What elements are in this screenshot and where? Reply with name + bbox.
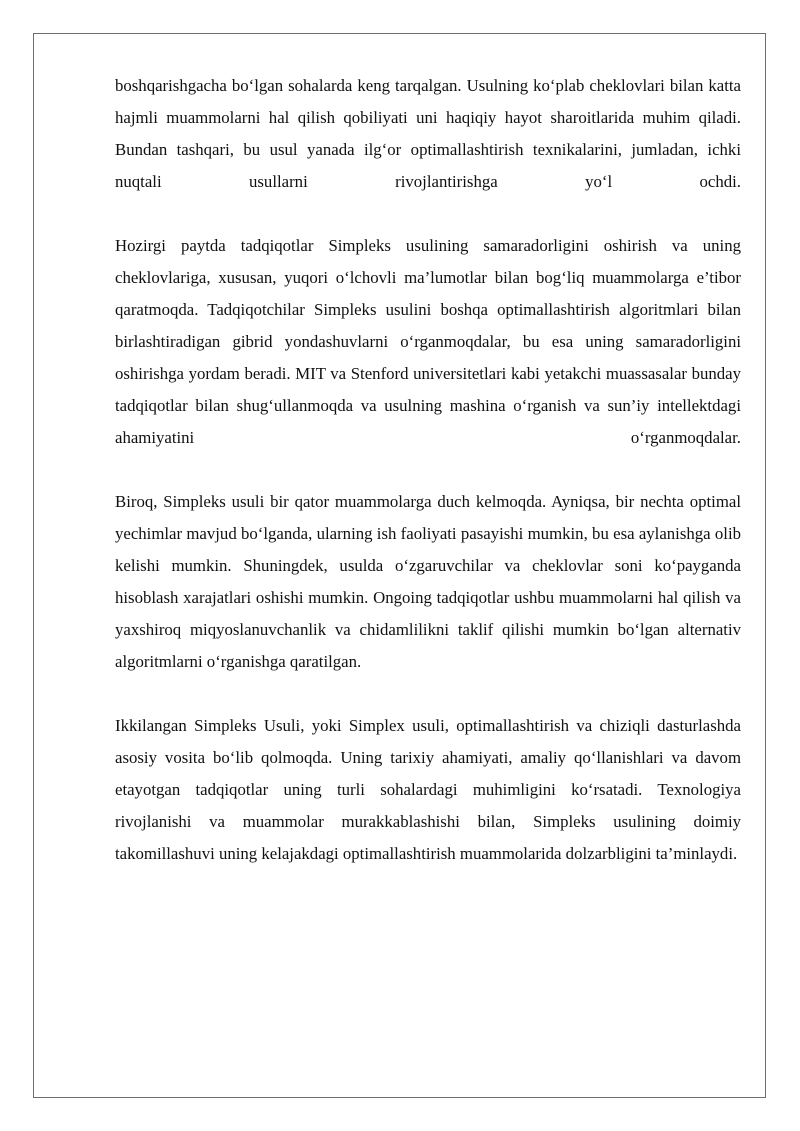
- paragraph-2: Hozirgi paytda tadqiqotlar Simpleks usulining samaradorligini oshirish va uning cheklovlariga, xususan, yuqori o‘lchovli ma’lumotlar bilan bog‘liq muammolarga e’tibor qaratmoqda. Tadqiqotchilar Simpleks usulini boshqa optimallashtirish algoritmlari bilan birlashtiradigan gibrid yondashuvlarni o‘rganmoqdalar, bu esa uning samaradorligini oshirishga yordam beradi. MIT va Stenford universitetlari kabi yetakchi muassasalar bunday tadqiqotlar bilan shug‘ullanmoqda va usulning mashina o‘rganish va sun’iy intellektdagi ahamiyatini o‘rganmoqdalar.: [115, 236, 741, 447]
- paragraph-3: Biroq, Simpleks usuli bir qator muammolarga duch kelmoqda. Ayniqsa, bir nechta optimal yechimlar mavjud bo‘lganda, ularning ish faoliyati pasayishi mumkin, bu esa aylanishga olib kelishi mumkin. Shuningdek, usulda o‘zgaruvchilar va cheklovlar soni ko‘payganda hisoblash xarajatlari oshishi mumkin. Ongoing tadqiqotlar ushbu muammolarni hal qilish va yaxshiroq miqyoslanuvchanlik va chidamlilikni taklif qilishi mumkin bo‘lgan alternativ algoritmlarni o‘rganishga qaratilgan.: [115, 492, 741, 671]
- paragraph-4: Ikkilangan Simpleks Usuli, yoki Simplex usuli, optimallashtirish va chiziqli dasturlashda asosiy vosita bo‘lib qolmoqda. Uning tarixiy ahamiyati, amaliy qo‘llanishlari va davom etayotgan tadqiqotlar uning turli sohalardagi muhimligini ko‘rsatadi. Texnologiya rivojlanishi va muammolar murakkablashishi bilan, Simpleks usulining doimiy takomillashuvi uning kelajakdagi optimallashtirish muammolarida dolzarbligini ta’minlaydi.: [115, 716, 741, 863]
- paragraph-1: boshqarishgacha bo‘lgan sohalarda keng tarqalgan. Usulning ko‘plab cheklovlari bilan katta hajmli muammolarni hal qilish qobiliyati uni haqiqiy hayot sharoitlarida muhim qiladi. Bundan tashqari, bu usul yanada ilg‘or optimallashtirish texnikalarini, jumladan, ichki nuqtali usullarni rivojlantirishga yo‘l ochdi.: [115, 76, 741, 191]
- document-body: [115, 70, 741, 870]
